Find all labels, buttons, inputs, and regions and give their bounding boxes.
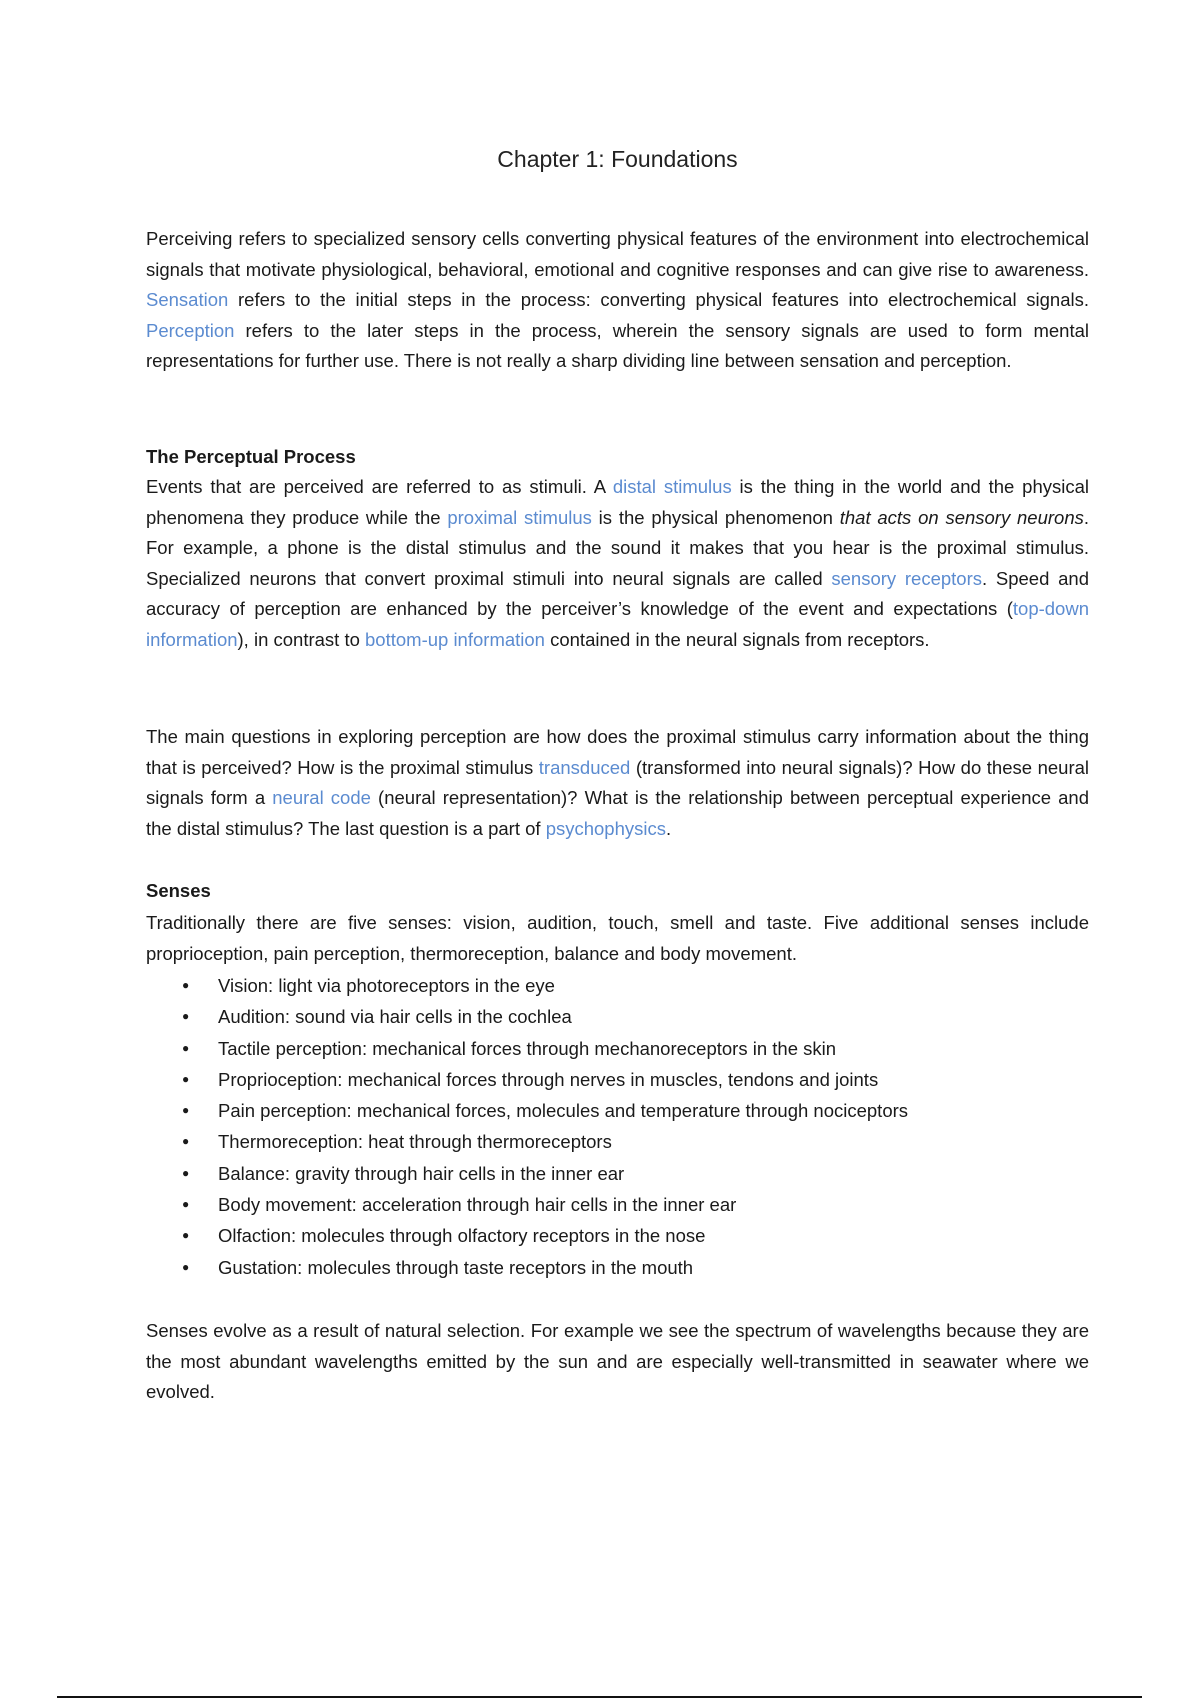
list-item: ● Balance: gravity through hair cells in the inner ear bbox=[146, 1158, 1089, 1189]
link-top-down-information[interactable]: top-down information bbox=[146, 598, 1089, 650]
link-psychophysics[interactable]: psychophysics bbox=[545, 817, 666, 839]
chapter-title: Chapter 1: Foundations bbox=[497, 146, 738, 172]
senses-list bbox=[146, 970, 1089, 1283]
text: . For example, a phone is the distal stimulus and the sound it makes that you hear is the proximal stimulus. Specialized neurons that convert proximal stimuli into neural signals are called bbox=[146, 506, 1090, 589]
text: is the thing in the world and the physical phenomena they produce while the bbox=[146, 476, 1089, 528]
link-distal-stimulus[interactable]: distal stimulus bbox=[612, 476, 732, 497]
list-item: ● Pain perception: mechanical forces, molecules and temperature through nociceptors bbox=[146, 1095, 1089, 1126]
senses-closing-paragraph: Senses evolve as a result of natural selection. For example we see the spectrum of wavelengths because they are the most abundant wavelengths emitted by the sun and are especially well-transmitted in seawater where we evolved. bbox=[146, 1320, 1089, 1402]
link-sensory-receptors[interactable]: sensory receptors bbox=[831, 567, 983, 589]
text: (neural representation)? What is the relationship between perceptual experience and the distal stimulus? The last question is a part of bbox=[146, 787, 1090, 839]
text: ), in contrast to bbox=[237, 628, 366, 650]
text: Perceiving refers to specialized sensory cells converting physical features of the environment into electrochemical signals that motivate physiological, behavioral, emotional and cognitive responses and can give rise to awareness. bbox=[146, 228, 1089, 280]
text: refers to the later steps in the process, wherein the sensory signals are used to form mental representations for further use. There is not really a sharp dividing line between sensation and perception. bbox=[146, 319, 1089, 371]
link-perception[interactable]: Perception bbox=[146, 319, 235, 341]
senses-intro: Traditionally there are five senses: vision, audition, touch, smell and taste. Five additional senses include proprioception, pain perception, thermoreception, balance and body movement. bbox=[146, 912, 1089, 964]
link-neural-code[interactable]: neural code bbox=[272, 787, 371, 808]
intro-paragraph bbox=[146, 224, 1089, 377]
list-item: ● Thermoreception: heat through thermoreceptors bbox=[146, 1126, 1089, 1157]
perceptual-process-paragraph bbox=[146, 472, 1089, 655]
list-item: ● Olfaction: molecules through olfactory receptors in the nose bbox=[146, 1220, 1089, 1251]
heading-senses: Senses bbox=[146, 880, 211, 901]
list-item: ● Audition: sound via hair cells in the cochlea bbox=[146, 1001, 1089, 1032]
text: Events that are perceived are referred to as stimuli. A bbox=[146, 476, 613, 497]
heading-perceptual-process: The Perceptual Process bbox=[146, 446, 356, 467]
link-proximal-stimulus[interactable]: proximal stimulus bbox=[447, 506, 592, 528]
list-item: ● Tactile perception: mechanical forces through mechanoreceptors in the skin bbox=[146, 1033, 1089, 1064]
italic-text: that acts on sensory neurons bbox=[839, 506, 1084, 528]
link-sensation[interactable]: Sensation bbox=[146, 289, 229, 310]
list-item: ● Gustation: molecules through taste receptors in the mouth bbox=[146, 1252, 1089, 1283]
text: (transformed into neural signals)? How do these neural signals form a bbox=[146, 756, 1089, 808]
list-item: ● Body movement: acceleration through hair cells in the inner ear bbox=[146, 1189, 1089, 1220]
text: contained in the neural signals from receptors. bbox=[544, 628, 930, 650]
questions-paragraph bbox=[146, 722, 1089, 844]
text: refers to the initial steps in the process: converting physical features into electrochemical signals. bbox=[228, 289, 1089, 310]
page-bottom-rule bbox=[57, 1696, 1142, 1698]
text: is the physical phenomenon bbox=[591, 506, 840, 528]
list-item: ● Vision: light via photoreceptors in the eye bbox=[146, 970, 1089, 1001]
text: . Speed and accuracy of perception are enhanced by the perceiver’s knowledge of the event and expectations ( bbox=[146, 567, 1089, 619]
link-bottom-up-information[interactable]: bottom-up information bbox=[365, 628, 545, 650]
text: The main questions in exploring perception are how does the proximal stimulus carry information about the thing that is perceived? How is the proximal stimulus bbox=[146, 726, 1089, 778]
link-transduced[interactable]: transduced bbox=[538, 756, 631, 778]
list-item: ● Proprioception: mechanical forces through nerves in muscles, tendons and joints bbox=[146, 1064, 1089, 1095]
text: . bbox=[666, 817, 672, 839]
